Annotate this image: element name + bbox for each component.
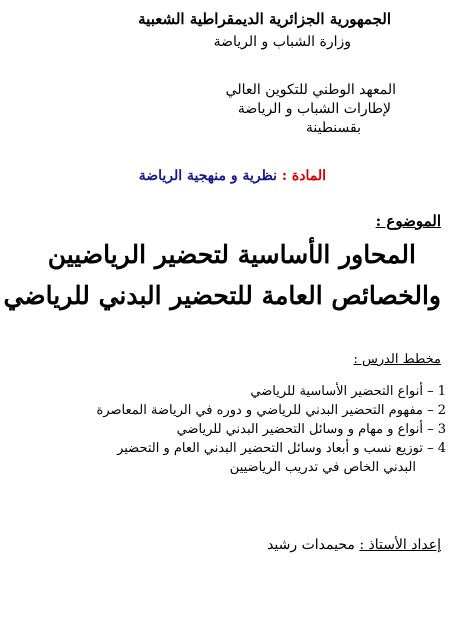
lesson-plan-item: 3 – أنواع و مهام و وسائل التحضير البدني للرياضي (176, 422, 446, 437)
lesson-plan-item: 1 – أنواع التحضير الأساسية للرياضي (250, 384, 446, 399)
lesson-plan-item: 2 – مفهوم التحضير البدني للرياضي و دوره في الرياضة المعاصرة (96, 403, 446, 418)
institute-line-1: المعهد الوطني للتكوين العالي (225, 82, 396, 98)
topic-title-line-2: والخصائص العامة للتحضير البدني للرياضي (3, 281, 441, 310)
topic-label: الموضوع : (375, 212, 441, 230)
institute-line-2: لإطارات الشباب و الرياضة (237, 101, 391, 117)
subject-line (139, 168, 326, 184)
lesson-plan-label: مخطط الدرس : (353, 352, 441, 367)
topic-title-line-1: المحاور الأساسية لتحضير الرياضيين (47, 240, 416, 269)
subject-label: المادة : (281, 168, 326, 184)
prepared-by-label: إعداد الأستاذ : (359, 537, 441, 553)
prepared-by-name: محيمدات رشيد (267, 537, 355, 553)
ministry-heading: وزارة الشباب و الرياضة (213, 34, 351, 50)
institute-line-3: بقسنطينة (305, 120, 361, 136)
prepared-by-line (267, 537, 441, 553)
republic-heading: الجمهورية الجزائرية الديمقراطية الشعبية (138, 10, 391, 28)
lesson-plan-item: 4 – توزيع نسب و أبعاد وسائل التحضير البدني العام و التحضير (117, 441, 446, 456)
subject-value: نظرية و منهجية الرياضة (138, 168, 277, 184)
lesson-plan-item-continuation: البدني الخاص في تدريب الرياضيين (229, 460, 416, 475)
